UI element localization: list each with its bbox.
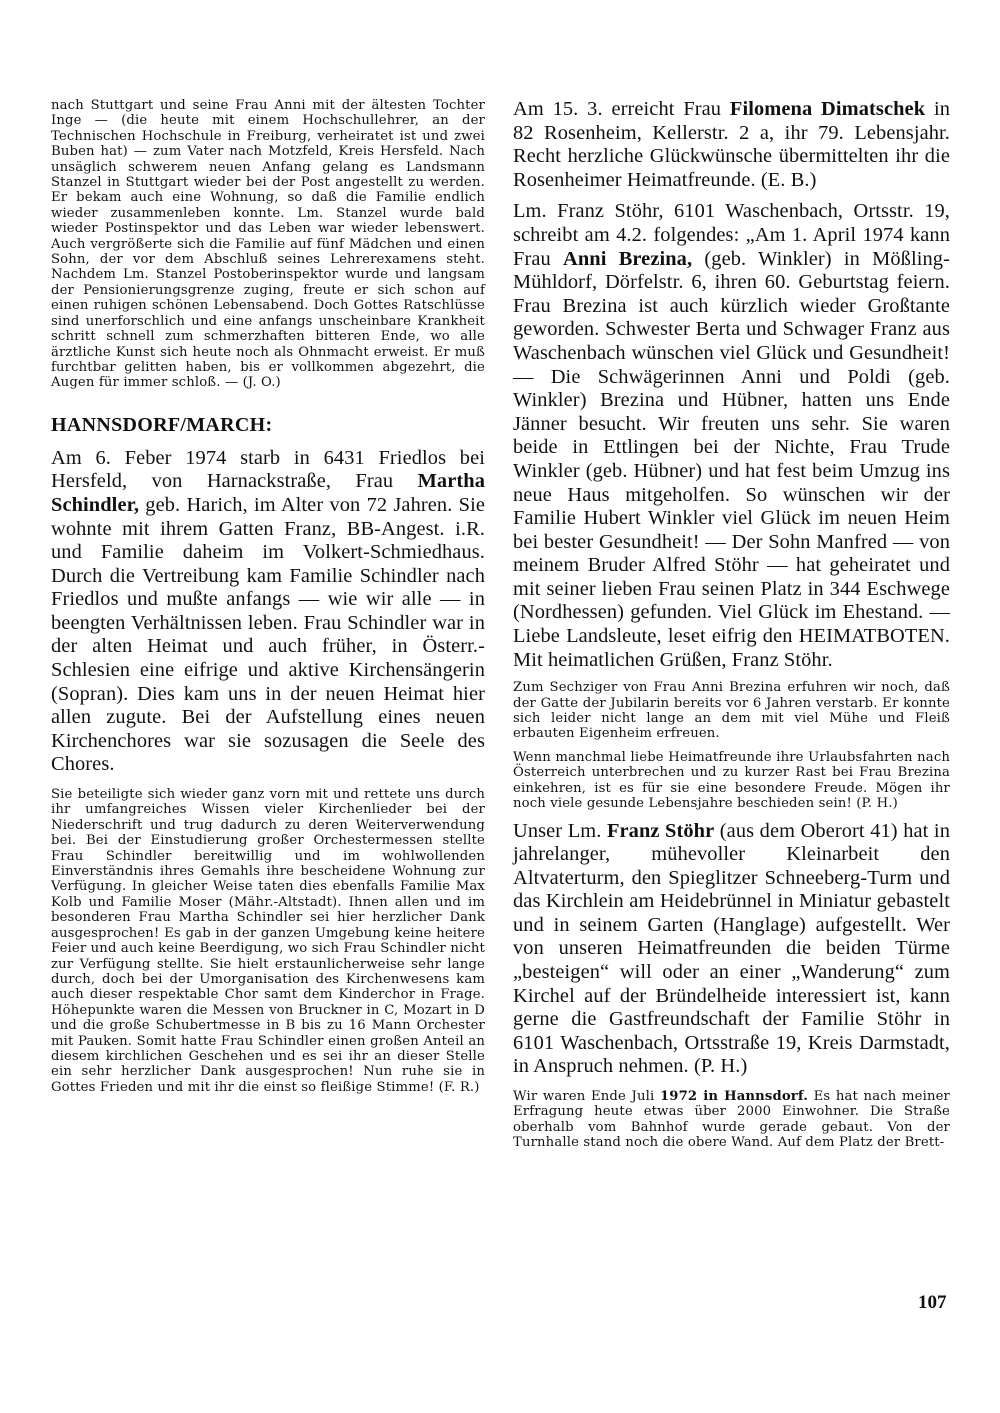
dimatschek-text-after: in 82 Rosenheim, Kellerstr. 2 a, ihr 79. Lebensjahr. Recht herzliche Glückwünsche übermittelten ihr die Rosenheimer Heimatfreunde. (E. B.) xyxy=(513,98,950,191)
visit-text-after: Es hat nach meiner Erfragung heute etwas über 2000 Einwohner. Die Straße oberhalb vom Bahnhof wurde gerade gebaut. Von der Turnhalle stand noch die obere Wand. Auf dem Platz der Brett- xyxy=(513,1089,951,1151)
stanzel-obituary-continuation: nach Stuttgart und seine Frau Anni mit der ältesten Tochter Inge — (die heute mit einem Hochschullehrer, an der Technischen Hochschule in Freiburg, verheiratet ist und zwei Buben hat) — zum Vater nach Motzfeld, Kreis Hersfeld. Nach unsäglich schwerem neuen Anfang gelang es Landsmann Stanzel in Stuttgart wieder bei der Post angestellt zu werden. Er bekam auch eine Wohnung, so daß die Familie endlich wieder zusammenleben konnte. Lm. Stanzel wurde bald wieder Postinspektor und das Leben war wieder lebenswert. Auch vergrößerte sich die Familie auf fünf Mädchen und einen Sohn, der vor dem Abschluß seines Lehrerexamens steht. Nachdem Lm. Stanzel Postoberinspektor wurde und langsam der Pensionierungsgrenze zuging, freute er sich schon auf einen ruhigen schönen Lebensabend. Doch Gottes Ratschlüsse sind unerforschlich und eine anfangs unscheinbare Krankheit schritt schnell zum schmerzhaften bitteren Ende, wo alle ärztliche Kunst sich heute noch als Ohnmacht erweist. Er muß furchtbar gelitten haben, bis er vollkommen abgezehrt, die Augen für immer schloß. — (J. O.) xyxy=(51,98,485,391)
hannsdorf-visit xyxy=(513,1089,950,1151)
miniatures-text-before: Unser Lm. xyxy=(513,819,607,842)
dimatschek-name: Filomena Dimatschek xyxy=(729,98,926,120)
brezina-note-2: Wenn manchmal liebe Heimatfreunde ihre Urlaubsfahrten nach Österreich unterbrechen und zu kurzer Rast bei Frau Brezina einkehren, ist es für sie eine besondere Freude. Mögen ihr noch viele gesunde Lebensjahre beschieden sein! (P. H.) xyxy=(513,749,950,812)
section-heading-hannsdorf: HANNSDORF/MARCH: xyxy=(51,413,273,436)
obituary-text-before: Am 6. Feber 1974 starb in 6431 Friedlos bei Hersfeld, von Harnackstraße, Frau xyxy=(51,446,485,493)
schindler-obituary xyxy=(51,447,485,777)
left-column xyxy=(51,98,485,1095)
dimatschek-birthday xyxy=(513,98,950,192)
right-column xyxy=(513,98,950,1151)
stoehr-letter-text-after: (geb. Winkler) in Mößling-Mühldorf, Dörfelstr. 6, ihren 60. Geburtstag feiern. Frau Brezina ist auch kürzlich wieder Großtante geworden. Schwester Berta und Schwager Franz aus Waschenbach wünschen viel Glück und Gesundheit! — Die Schwägerinnen Anni und Poldi (geb. Winkler) Brezina und Hübner, hatten uns Ende Jänner besucht. Wir freuten uns sehr. Sie waren beide in Ettlingen bei der Nichte, Frau Trude Winkler (geb. Hübner) und hat fest beim Umzug ins neue Haus mitgeholfen. So wünschen wir der Familie Hubert Winkler viel Glück im neuen Heim bei bester Gesundheit! — Der Sohn Manfred — von meinem Bruder Alfred Stöhr — hat geheiratet und mit seiner lieben Frau seinen Platz in 344 Eschwege (Nordhessen) gefunden. Viel Glück im Ehestand. — Liebe Landsleute, leset eifrig den HEIMATBOTEN. Mit heimatlichen Grüßen, Franz Stöhr. xyxy=(513,247,950,671)
visit-bold-text: 1972 in Hannsdorf. xyxy=(659,1089,808,1105)
stoehr-miniatures xyxy=(513,820,950,1080)
visit-text-before: Wir waren Ende Juli xyxy=(513,1089,660,1105)
brezina-name: Anni Brezina, xyxy=(563,247,693,270)
dimatschek-text-before: Am 15. 3. erreicht Frau xyxy=(513,98,730,120)
schindler-obituary-continued: Sie beteiligte sich wieder ganz vorn mit und rettete uns durch ihr umfangreiches Wissen vieler Kirchenlieder bei der Niederschrift und trug dadurch zu deren Weiterverwendung bei. Bei der Einstudierung großer Orchestermessen stellte Frau Schindler bereitwillig und im wohlwollenden Einverständnis ihres Gemahls ihre bescheidene Wohnung zur Verfügung. In gleicher Weise taten dies ebenfalls Familie Max Kolb und Familie Moser (Mähr.-Altstadt). Ihnen allen und im besonderen Frau Martha Schindler sei hier herzlicher Dank ausgesprochen! Es gab in der ganzen Umgebung keine heitere Feier und auch keine Beerdigung, wo sich Frau Schindler nicht zur Verfügung stellte. Sie hielt erstaunlicherweise sehr lange durch, doch bei der Umorganisation des Kirchenwesens kam auch dieser respektable Chor samt dem Kinderchor in Frage. Höhepunkte waren die Messen von Bruckner in C, Mozart in D und die große Schubertmesse in B bis zu 16 Mann Orchester mit Pauken. Somit hatte Frau Schindler einen großen Anteil an diesem kirchlichen Geschehen und es sei ihr an dieser Stelle ein sehr herzlicher Dank ausgesprochen! Nun ruhe sie in Gottes Frieden und mit ihr die einst so fleißige Stimme! (F. R.) xyxy=(51,787,485,1095)
franz-stoehr-name: Franz Stöhr xyxy=(606,819,715,842)
miniatures-text-after: (aus dem Oberort 41) hat in jahrelanger, mühevoller Kleinarbeit den Altvaterturm, den Spieglitzer Schneeberg-Turm und das Kirchlein am Heidebrünnel in Miniatur gebastelt und in seinem Garten (Hanglage) aufgestellt. Wer von unseren Heimatfreunden die beiden Türme „besteigen“ will oder an einer „Wanderung“ zum Kirchel auf der Bründelheide interessiert ist, kann gerne die Gastfreundschaft der Familie Stöhr in 6101 Waschenbach, Ortsstraße 19, Kreis Darmstadt, in Anspruch nehmen. (P. H.) xyxy=(513,819,950,1078)
page-number: 107 xyxy=(918,1292,947,1313)
brezina-note-1: Zum Sechziger von Frau Anni Brezina erfuhren wir noch, daß der Gatte der Jubilarin bereits vor 6 Jahren verstarb. Er konnte sich leider nicht lange an dem mit viel Mühe und Fleiß erbauten Eigenheim erfreuen. xyxy=(513,680,950,742)
obituary-name: Martha Schindler, xyxy=(51,470,485,516)
obituary-text-after: geb. Harich, im Alter von 72 Jahren. Sie wohnte mit ihrem Gatten Franz, BB-Angest. i.R. und Familie daheim im Volkert-Schmiedhaus. Durch die Vertreibung kam Familie Schindler nach Friedlos und mußte anfangs — wie wir alle — in beengten Verhältnissen leben. Frau Schindler war in der alten Heimat und auch früher, in Österr.-Schlesien eine eifrige und aktive Kirchensängerin (Sopran). Dies kam uns in der neuen Heimat hier allen zugute. Bei der Aufstellung eines neuen Kirchenchores war sie sozusagen die Seele des Chores. xyxy=(51,493,485,776)
stoehr-letter-text-before: Lm. Franz Stöhr, 6101 Waschenbach, Ortsstr. 19, schreibt am 4.2. folgendes: „Am 1. April 1974 kann Frau xyxy=(513,200,950,270)
stoehr-letter xyxy=(513,200,950,672)
